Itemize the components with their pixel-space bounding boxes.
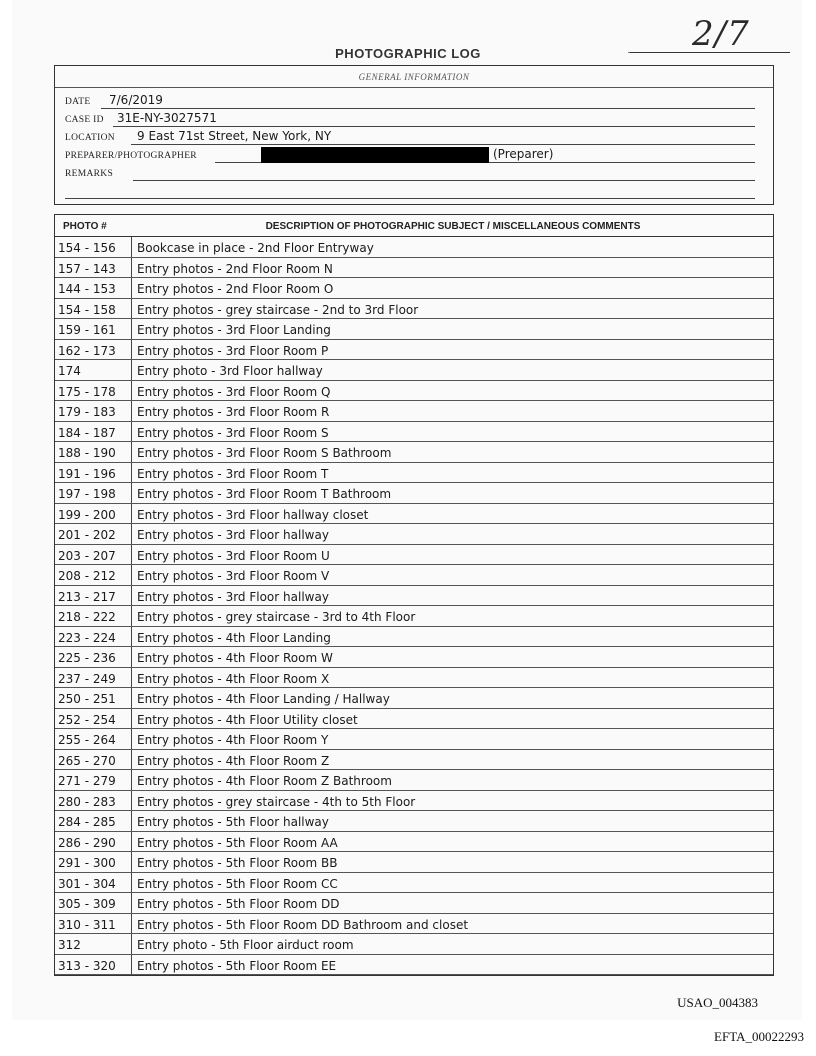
- table-row: [55, 381, 773, 402]
- general-information-title: GENERAL INFORMATION: [358, 72, 470, 82]
- photo-number: 265 - 270: [58, 753, 116, 768]
- photo-number: 199 - 200: [58, 507, 116, 522]
- table-row: [55, 873, 773, 894]
- photo-number: 191 - 196: [58, 466, 116, 481]
- photo-number: 162 - 173: [58, 343, 116, 358]
- blank-line: [65, 182, 755, 199]
- photo-description: Entry photos - 3rd Floor Room P: [137, 343, 329, 358]
- remarks-label: REMARKS: [65, 169, 114, 179]
- photo-description: Entry photos - 5th Floor Room AA: [137, 835, 338, 850]
- table-row: [55, 606, 773, 627]
- table-row: [55, 811, 773, 832]
- photo-description: Entry photo - 3rd Floor hallway: [137, 364, 323, 378]
- location-field: [65, 128, 755, 145]
- photo-description: Entry photos - grey staircase - 2nd to 3rd Floor: [137, 302, 419, 317]
- table-header: [55, 215, 773, 237]
- photo-description: Entry photos - 3rd Floor Room U: [137, 548, 330, 563]
- photo-description: Entry photos - 3rd Floor hallway: [137, 589, 329, 604]
- photo-number: 197 - 198: [58, 487, 116, 501]
- photo-description: Entry photos - 4th Floor Landing: [137, 630, 331, 645]
- table-row: [55, 504, 773, 525]
- photo-description: Entry photos - 4th Floor Room W: [137, 651, 333, 665]
- table-row: [55, 545, 773, 566]
- table-row: [55, 565, 773, 586]
- photo-number: 154 - 156: [58, 241, 116, 255]
- table-row: [55, 463, 773, 484]
- table-row: [55, 688, 773, 709]
- photo-description: Entry photos - 5th Floor Room DD: [137, 897, 340, 911]
- photo-number: 188 - 190: [58, 446, 116, 460]
- photo-number: 203 - 207: [58, 548, 116, 563]
- photo-description: Entry photos - 3rd Floor Room S Bathroom: [137, 446, 392, 460]
- table-row: [55, 852, 773, 873]
- photo-number: 252 - 254: [58, 712, 116, 727]
- table-row: [55, 832, 773, 853]
- photo-description: Entry photos - 4th Floor Landing / Hallway: [137, 692, 390, 706]
- table-row: [55, 524, 773, 545]
- table-row: [55, 299, 773, 320]
- photo-description: Entry photos - 4th Floor Room Y: [137, 733, 329, 747]
- table-row: [55, 258, 773, 279]
- photo-number: 301 - 304: [58, 876, 116, 891]
- photo-number: 286 - 290: [58, 835, 116, 850]
- location-value: 9 East 71st Street, New York, NY: [137, 129, 332, 143]
- photo-description: Entry photos - 5th Floor Room DD Bathroom and closet: [137, 917, 469, 932]
- table-row: [55, 729, 773, 750]
- table-row: [55, 237, 773, 258]
- table-row: [55, 668, 773, 689]
- table-row: [55, 647, 773, 668]
- photo-description: Entry photos - 4th Floor Room X: [137, 671, 330, 686]
- table-row: [55, 319, 773, 340]
- photo-number: 313 - 320: [58, 958, 116, 973]
- table-row: [55, 914, 773, 935]
- table-row: [55, 586, 773, 607]
- table-row: [55, 893, 773, 914]
- photo-description: Entry photos - 3rd Floor Room V: [137, 569, 330, 583]
- photo-number: 284 - 285: [58, 815, 116, 829]
- photo-description: Entry photos - 2nd Floor Room O: [137, 282, 334, 296]
- page-title: PHOTOGRAPHIC LOG: [335, 46, 481, 61]
- general-information-box: [54, 65, 774, 205]
- date-value: 7/6/2019: [109, 93, 163, 107]
- photo-description: Entry photos - 3rd Floor hallway closet: [137, 507, 369, 522]
- photo-description: Entry photos - grey staircase - 3rd to 4th Floor: [137, 610, 416, 624]
- photo-description: Entry photos - 3rd Floor Room S: [137, 425, 329, 440]
- photo-description: Entry photos - 5th Floor Room EE: [137, 958, 337, 973]
- table-row: [55, 791, 773, 812]
- photo-number: 310 - 311: [58, 917, 116, 932]
- photo-number: 237 - 249: [58, 671, 116, 686]
- page-number: 2/7: [692, 14, 750, 54]
- photo-number: 271 - 279: [58, 774, 116, 788]
- table-row: [55, 934, 773, 955]
- photo-description: Entry photos - 3rd Floor hallway: [137, 528, 329, 542]
- description-header: DESCRIPTION OF PHOTOGRAPHIC SUBJECT / MISCELLANEOUS COMMENTS: [265, 221, 641, 232]
- photo-number: 144 - 153: [58, 282, 116, 296]
- date-field: [65, 92, 755, 109]
- photo-number: 305 - 309: [58, 897, 116, 911]
- photo-description: Entry photos - 2nd Floor Room N: [137, 261, 333, 276]
- redaction-box: [261, 147, 489, 163]
- photo-number: 208 - 212: [58, 569, 116, 583]
- photo-number: 225 - 236: [58, 651, 116, 665]
- date-label: DATE: [65, 97, 91, 107]
- table-row: [55, 770, 773, 791]
- table-row: [55, 709, 773, 730]
- photo-number: 255 - 264: [58, 733, 116, 747]
- case-id-label: CASE ID: [65, 115, 104, 125]
- table-row: [55, 483, 773, 504]
- divider: [55, 87, 773, 88]
- photo-number: 291 - 300: [58, 856, 116, 870]
- bates-number-usao: USAO_004383: [677, 995, 758, 1010]
- photo-description: Entry photo - 5th Floor airduct room: [137, 938, 354, 952]
- photo-number: 159 - 161: [58, 323, 116, 337]
- table-row: [55, 442, 773, 463]
- photo-number: 223 - 224: [58, 630, 116, 645]
- photo-number: 174: [58, 364, 81, 378]
- photo-description: Entry photos - 4th Floor Utility closet: [137, 712, 358, 727]
- photo-number: 201 - 202: [58, 528, 116, 542]
- table-row: [55, 401, 773, 422]
- table-row: [55, 278, 773, 299]
- photo-description: Entry photos - 3rd Floor Room T: [137, 466, 329, 481]
- photo-number: 184 - 187: [58, 425, 116, 440]
- location-label: LOCATION: [65, 133, 115, 143]
- preparer-label: PREPARER/PHOTOGRAPHER: [65, 151, 197, 161]
- photo-description: Bookcase in place - 2nd Floor Entryway: [137, 241, 374, 255]
- photo-number: 175 - 178: [58, 384, 116, 399]
- photo-description: Entry photos - 3rd Floor Room Q: [137, 384, 331, 399]
- photo-description: Entry photos - 3rd Floor Room R: [137, 405, 330, 419]
- photo-number: 179 - 183: [58, 405, 116, 419]
- photo-description: Entry photos - 4th Floor Room Z Bathroom: [137, 774, 392, 788]
- table-row: [55, 422, 773, 443]
- photo-number: 157 - 143: [58, 261, 116, 276]
- table-row: [55, 627, 773, 648]
- photo-description: Entry photos - 3rd Floor Room T Bathroom: [137, 487, 392, 501]
- photo-number: 250 - 251: [58, 692, 116, 706]
- photo-description: Entry photos - 3rd Floor Landing: [137, 323, 331, 337]
- photo-number-header: PHOTO #: [63, 221, 107, 232]
- photo-log-table: [54, 214, 774, 976]
- remarks-field: [65, 164, 755, 181]
- photo-number: 312: [58, 938, 81, 952]
- photo-description: Entry photos - 5th Floor Room BB: [137, 856, 338, 870]
- case-id-value: 31E-NY-3027571: [117, 111, 217, 125]
- photo-number: 154 - 158: [58, 302, 116, 317]
- photo-number: 218 - 222: [58, 610, 116, 624]
- table-row: [55, 340, 773, 361]
- preparer-field: [65, 146, 755, 163]
- table-row: [55, 750, 773, 771]
- photo-description: Entry photos - 5th Floor hallway: [137, 815, 329, 829]
- photo-number: 213 - 217: [58, 589, 116, 604]
- photo-description: Entry photos - 5th Floor Room CC: [137, 876, 338, 891]
- photo-description: Entry photos - 4th Floor Room Z: [137, 753, 330, 768]
- photo-description: Entry photos - grey staircase - 4th to 5th Floor: [137, 794, 416, 809]
- table-row: [55, 955, 773, 976]
- photo-number: 280 - 283: [58, 794, 116, 809]
- preparer-role: (Preparer): [493, 147, 554, 161]
- bates-number-efta: EFTA_00022293: [714, 1029, 804, 1044]
- case-id-field: [65, 110, 755, 127]
- table-row: [55, 360, 773, 381]
